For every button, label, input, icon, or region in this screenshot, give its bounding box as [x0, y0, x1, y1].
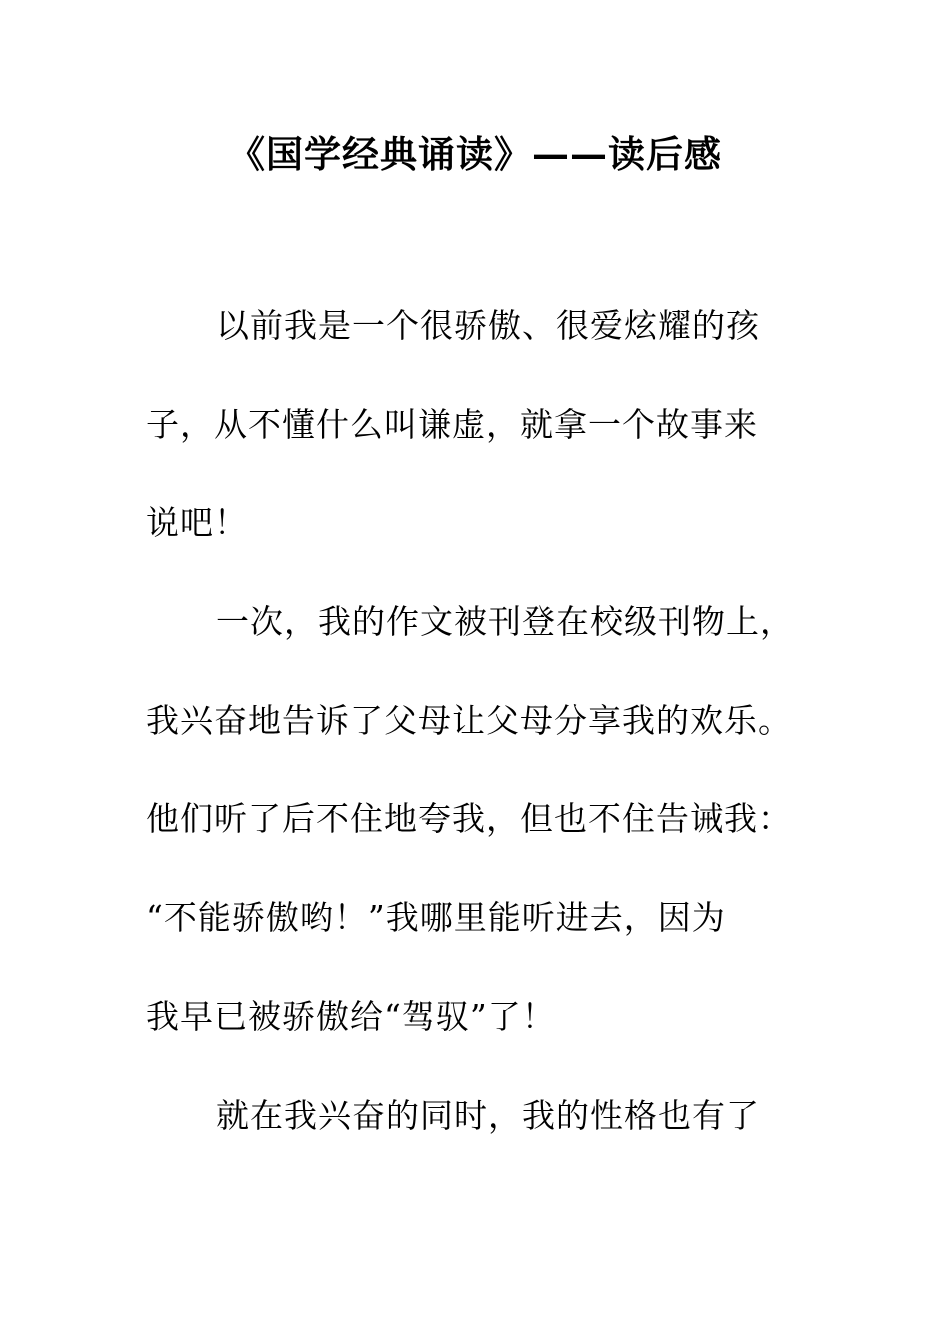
paragraph-line: 一次，我的作文被刊登在校级刊物上，	[216, 602, 794, 642]
paragraph-line: 以前我是一个很骄傲、很爱炫耀的孩	[216, 306, 760, 345]
document-title: 《国学经典诵读》——读后感	[228, 132, 722, 176]
paragraph-line: 就在我兴奋的同时，我的性格也有了	[216, 1095, 760, 1135]
paragraph-line: 他们听了后不住地夸我，但也不住告诫我：	[146, 799, 792, 839]
paragraph-line: 我兴奋地告诉了父母让父母分享我的欢乐。	[146, 700, 792, 740]
paragraph-line: 我早已被骄傲给“驾驭”了！	[146, 996, 556, 1036]
paragraph-line: 说吧！	[146, 503, 248, 543]
document-body	[146, 298, 826, 1186]
paragraph-line: 子，从不懂什么叫谦虚，就拿一个故事来	[146, 404, 758, 444]
paragraph-line: “不能骄傲哟！”我哪里能听进去，因为	[146, 898, 726, 938]
